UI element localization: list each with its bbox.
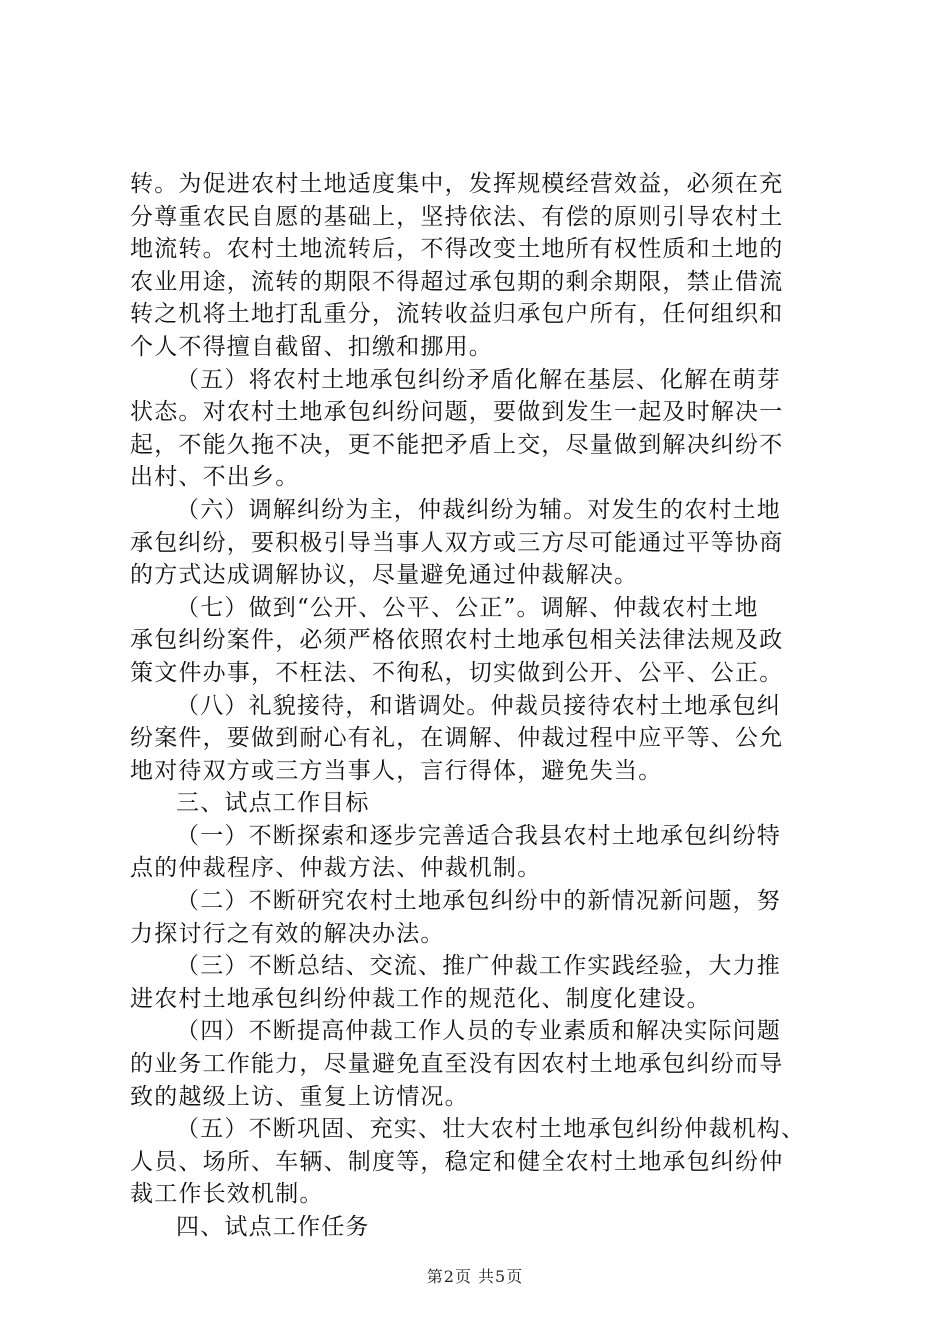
paragraph-line: 点的仲裁程序、仲裁方法、仲裁机制。 <box>130 855 542 882</box>
paragraph-line: 进农村土地承包纠纷仲裁工作的规范化、制度化建设。 <box>130 985 711 1012</box>
paragraph-line: 分尊重农民自愿的基础上，坚持依法、有偿的原则引导农村土 <box>130 203 784 230</box>
paragraph-line: （五）不断巩固、充实、壮大农村土地承包纠纷仲裁机构、 <box>176 1116 806 1143</box>
paragraph-line: 致的越级上访、重复上访情况。 <box>130 1083 469 1110</box>
paragraph-line: 起，不能久拖不决，更不能把矛盾上交，尽量做到解决纠纷不 <box>130 431 784 458</box>
paragraph-line: 出村、不出乡。 <box>130 464 300 491</box>
paragraph-line: 转之机将土地打乱重分，流转收益归承包户所有，任何组织和 <box>130 301 784 328</box>
paragraph-line: 转。为促进农村土地适度集中，发挥规模经营效益，必须在充 <box>130 171 784 197</box>
paragraph-line: （一）不断探索和逐步完善适合我县农村土地承包纠纷特 <box>176 822 781 849</box>
section-heading: 三、试点工作目标 <box>176 790 370 817</box>
paragraph-line: 的业务工作能力，尽量避免直至没有因农村土地承包纠纷而导 <box>130 1051 784 1078</box>
paragraph-line: 个人不得擅自截留、扣缴和挪用。 <box>130 333 493 360</box>
document-body <box>130 168 830 1244</box>
paragraph-line: （五）将农村土地承包纠纷矛盾化解在基层、化解在萌芽 <box>176 366 781 393</box>
paragraph-line: （三）不断总结、交流、推广仲裁工作实践经验，大力推 <box>176 953 781 980</box>
paragraph-line: 的方式达成调解协议，尽量避免通过仲裁解决。 <box>130 562 639 589</box>
section-heading: 四、试点工作任务 <box>176 1214 370 1240</box>
paragraph-line: （四）不断提高仲裁工作人员的专业素质和解决实际问题 <box>176 1018 781 1045</box>
page-number-footer: 第2页 共5页 <box>426 1267 524 1286</box>
paragraph-line: 人员、场所、车辆、制度等，稳定和健全农村土地承包纠纷仲 <box>130 1148 784 1175</box>
paragraph-line: 农业用途，流转的期限不得超过承包期的剩余期限，禁止借流 <box>130 268 784 295</box>
paragraph-line: （七）做到“公开、公平、公正”。调解、仲裁农村土地 <box>176 594 759 621</box>
paragraph-line: （八）礼貌接待，和谐调处。仲裁员接待农村土地承包纠 <box>176 692 781 719</box>
paragraph-line: 裁工作长效机制。 <box>130 1181 324 1208</box>
paragraph-line: 纷案件，要做到耐心有礼，在调解、仲裁过程中应平等、公允 <box>130 725 784 752</box>
paragraph-line: 地流转。农村土地流转后，不得改变土地所有权性质和土地的 <box>130 236 784 263</box>
paragraph-line: 状态。对农村土地承包纠纷问题，要做到发生一起及时解决一 <box>130 399 784 426</box>
paragraph-line: 承包纠纷，要积极引导当事人双方或三方尽可能通过平等协商 <box>130 529 784 556</box>
paragraph-line: 地对待双方或三方当事人，言行得体，避免失当。 <box>130 757 663 784</box>
paragraph-line: （二）不断研究农村土地承包纠纷中的新情况新问题，努 <box>176 888 781 915</box>
paragraph-line: 承包纠纷案件，必须严格依照农村土地承包相关法律法规及政 <box>130 627 784 654</box>
paragraph-line: 力探讨行之有效的解决办法。 <box>130 920 445 947</box>
paragraph-line: 策文件办事，不枉法、不徇私，切实做到公开、公平、公正。 <box>130 659 784 686</box>
paragraph-line: （六）调解纠纷为主，仲裁纠纷为辅。对发生的农村土地 <box>176 496 781 523</box>
